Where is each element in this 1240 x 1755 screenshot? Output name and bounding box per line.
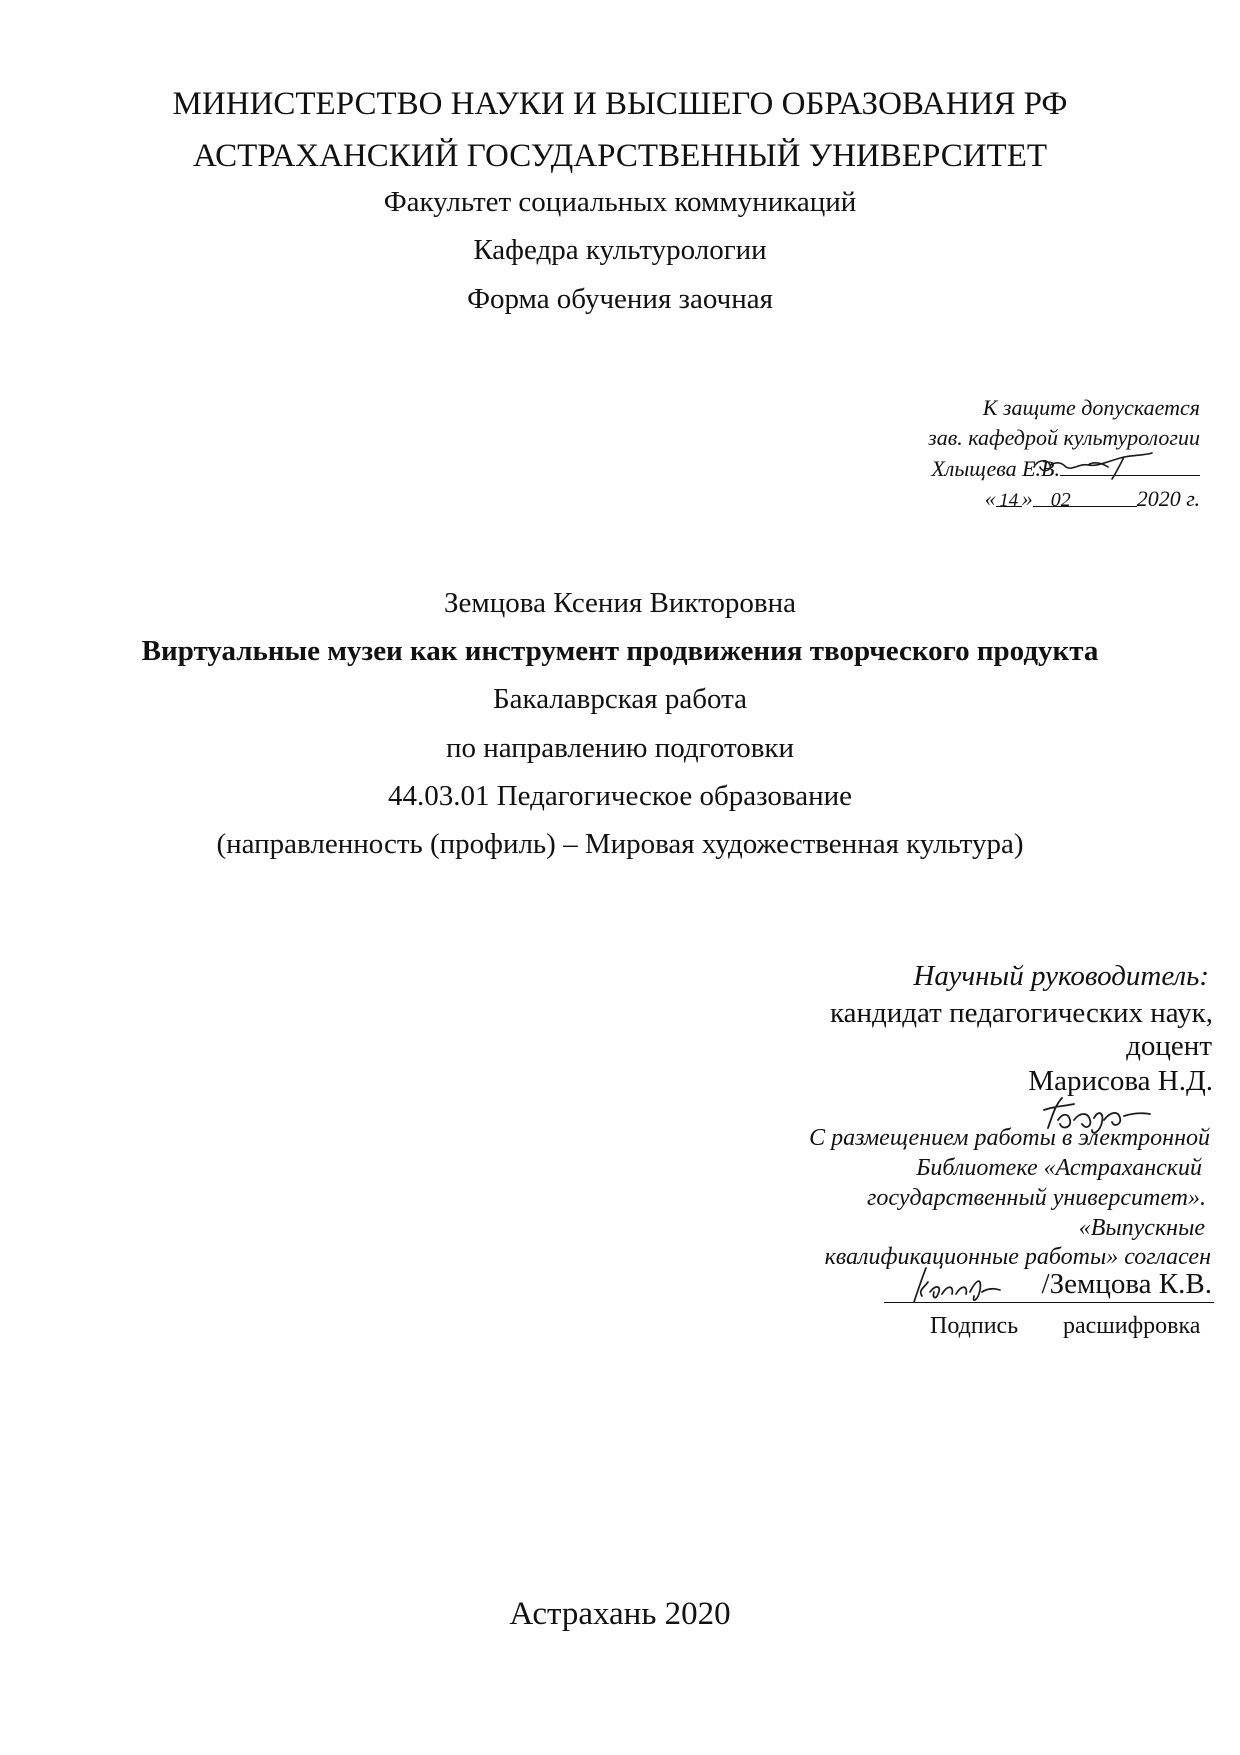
supervisor-title: доцент	[1126, 1030, 1212, 1062]
direction-intro: по направлению подготовки	[445, 732, 795, 764]
approval-head-line: зав. кафедрой культурологии	[928, 425, 1200, 450]
approval-admitted-line: К защите допускается	[982, 395, 1200, 420]
date-month: 02	[1033, 484, 1137, 507]
supervisor-degree: кандидат педагогических наук,	[829, 997, 1213, 1029]
head-handwritten-signature	[1028, 445, 1178, 483]
ministry-heading: МИНИСТЕРСТВО НАУКИ И ВЫСШЕГО ОБРАЗОВАНИЯ РФ	[172, 86, 1068, 122]
decode-caption: расшифровка	[1063, 1313, 1201, 1339]
author-name: Земцова Ксения Викторовна	[444, 587, 796, 619]
date-close-quote: »	[1021, 486, 1033, 511]
profile-line: (направленность (профиль) – Мировая художественная культура)	[216, 828, 1024, 860]
consent-line-2: Библиотеке «Астраханский	[916, 1155, 1202, 1181]
student-handwritten-signature	[908, 1262, 1038, 1308]
date-open-quote: «	[984, 486, 996, 511]
consent-line-3: государственный университет».	[867, 1185, 1206, 1211]
approval-head-name: Хлыщева Е.В.	[931, 456, 1060, 481]
department-line: Кафедра культурологии	[473, 234, 767, 266]
faculty-line: Факультет социальных коммуникаций	[383, 186, 857, 218]
supervisor-name: Марисова Н.Д.	[1028, 1065, 1213, 1097]
work-type: Бакалаврская работа	[493, 683, 747, 715]
consent-line-5: квалификационные работы» согласен	[824, 1244, 1211, 1270]
university-heading: АСТРАХАНСКИЙ ГОСУДАРСТВЕННЫЙ УНИВЕРСИТЕТ	[192, 138, 1048, 174]
signature-caption: Подпись	[930, 1313, 1019, 1339]
consent-line-4: «Выпускные	[1078, 1215, 1205, 1241]
supervisor-label: Научный руководитель:	[913, 960, 1209, 992]
date-year: 2020 г.	[1136, 486, 1200, 511]
city-year-footer: Астрахань 2020	[509, 1596, 731, 1632]
direction-code: 44.03.01 Педагогическое образование	[387, 780, 853, 812]
approval-date-line	[800, 484, 1200, 514]
student-signer-name: /Земцова К.В.	[1041, 1268, 1212, 1300]
study-form-line: Форма обучения заочная	[467, 283, 773, 315]
consent-line-1: С размещением работы в электронной	[809, 1125, 1210, 1151]
work-title: Виртуальные музеи как инструмент продвижения творческого продукта	[141, 635, 1099, 667]
date-day: 14	[996, 484, 1022, 507]
